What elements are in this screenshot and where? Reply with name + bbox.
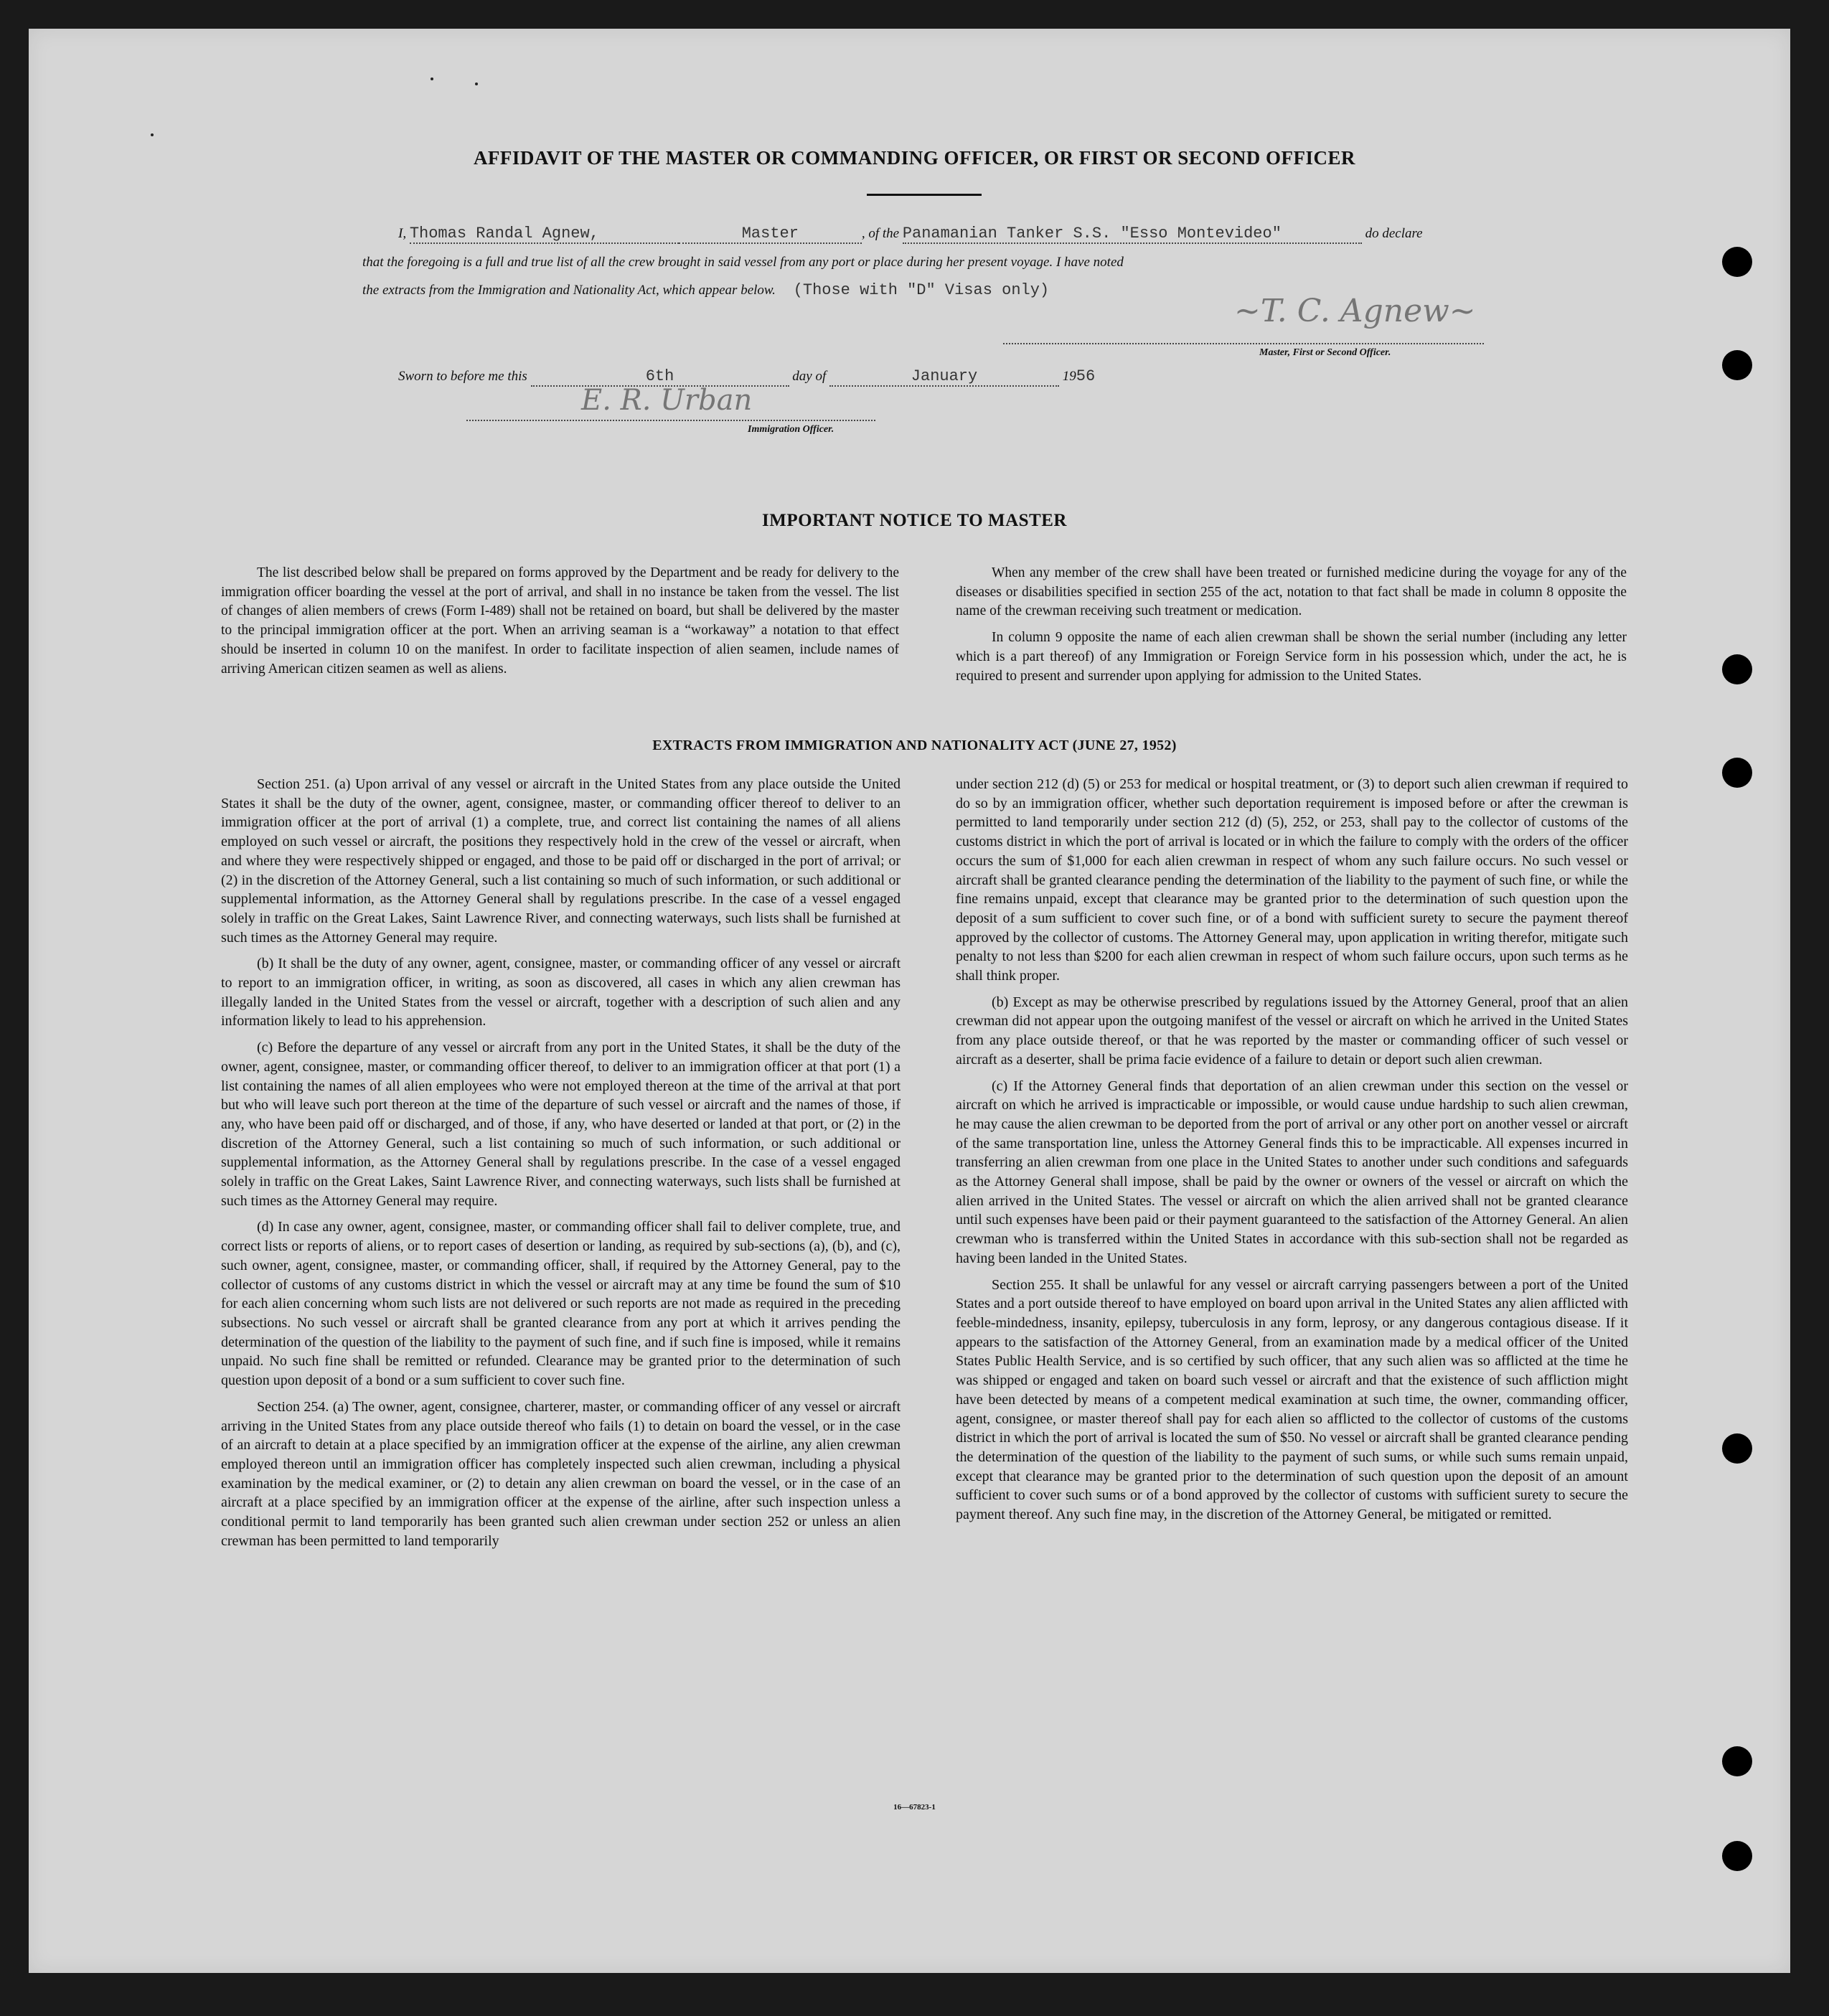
line1-suffix: do declare <box>1365 226 1423 241</box>
line1-prefix: I, <box>398 226 407 241</box>
extract-paragraph: Section 255. It shall be unlawful for any vessel or aircraft carrying passengers between a port of the United States and a port outside thereof to have employed on board upon arrival in the United States any alien afflicted with feeble-mindedness, insanity, epilepsy, tuberculosis in any form, leprosy, or any dangerous contagious disease. If it appears to the satisfaction of the Attorney General, from an examination made by a medical officer of the United States Public Health Service, and is so certified by such officer, that any such alien was so afflicted at the time he was shipped or engaged and taken on board such vessel or aircraft and that the existence of such affliction might have been detected by means of a competent medical examination at such time, the owner, commanding officer, agent, consignee, or master thereof shall pay for each alien so afflicted to the collector of customs of the customs district in which the port of arrival is located the sum of $50. No vessel or aircraft shall be granted clearance pending the determination of the question of the liability to the payment of such sums, or while such sums remain unpaid, except that clearance may be granted prior to the determination of such question upon the deposit of an amount sufficient to cover such sums or of a bond approved by the collector of customs with sufficient surety to secure the payment thereof. Any such fine may, in the discretion of the Attorney General, be mitigated or remitted. <box>956 1276 1628 1523</box>
speck <box>431 77 433 80</box>
extract-paragraph: (b) It shall be the duty of any owner, agent, consignee, master, or commanding officer of any vessel or aircraft to report to an immigration officer, in writing, as soon as discovered, all cases in which any alien crewman has illegally landed in the United States from the vessel or aircraft, together with a description of such alien and any information likely to lead to his apprehension. <box>221 956 901 1030</box>
extract-paragraph: (c) Before the departure of any vessel or aircraft from any port in the United States, it shall be the duty of the owner, agent, consignee, master, or commanding officer thereof, to deliver to an immigration officer at that port (1) a list containing the names of all alien employees who were not employed thereon at the time of the arrival at that port but who will leave such port thereon at the time of the departure of such vessel or aircraft and the names of those, if any, who have been paid off or discharged, and of those, if any, who have deserted or landed at that port, or (2) in the discretion of the Attorney General, such a list containing so much of such information, or such additional or supplemental information, as the Attorney General shall by regulations prescribe. In the case of a vessel engaged solely in traffic on the Great Lakes, Saint Lawrence River, and connecting waterways, such lists shall be furnished at such times as the Attorney General may require. <box>221 1040 901 1209</box>
rank-field <box>679 225 862 244</box>
extracts-left-column <box>221 775 901 1558</box>
sworn-month-field <box>829 367 1059 387</box>
extract-paragraph: (b) Except as may be otherwise prescribed by regulations issued by the Attorney General, proof that an alien crewman did not appear upon the outgoing manifest of the vessel or aircraft on which he arrived in the United States from any place outside thereof, or that he was reported by the master or commanding officer of such vessel or aircraft as a deserter, shall be prima facie evidence of a failure to detain or deport such alien crewman. <box>956 994 1628 1068</box>
punch-hole-3 <box>1722 654 1752 684</box>
affidavit-line-2: that the foregoing is a full and true list of all the crew brought in said vessel from any port or place during her present voyage. I have noted <box>362 255 1124 270</box>
sworn-month: January <box>911 367 978 385</box>
officer-signature: E. R. Urban <box>581 384 753 417</box>
sworn-prefix: Sworn to before me this <box>398 369 527 384</box>
year-prefix: 19 <box>1062 369 1076 384</box>
name-field <box>410 225 679 244</box>
extract-paragraph: Section 254. (a) The owner, agent, consignee, charterer, master, or commanding officer of any vessel or aircraft arriving in the United States from any place outside thereof who fails (1) to detain on board the vessel, or in the case of an aircraft to detain at a place specified by an immigration officer at the expense of the airline, any alien crewman employed thereon until an immigration officer has completely inspected such alien crewman, including a physical examination by the medical examiner, or (2) to detain any alien crewman on board the vessel, or in the case of an aircraft at a place specified by an immigration officer at the expense of the airline, after such inspection unless a conditional permit to land temporarily has been granted such alien crewman under section 252 or unless an alien crewman has been permitted to land temporarily <box>221 1398 901 1549</box>
notice-left-column <box>221 564 899 686</box>
extract-paragraph: Section 251. (a) Upon arrival of any vessel or aircraft in the United States from any place outside the United States it shall be the duty of the owner, agent, consignee, master, or commanding officer thereof to deliver to an immigration officer at the port of arrival (1) a complete, true, and correct list containing the names of all aliens employed on such vessel or aircraft, the positions they respectively hold in the crew of the vessel or aircraft, when and where they were respectively shipped or engaged, and those to be paid off or discharged in the port of arrival; or (2) in the discretion of the Attorney General, such a list containing so much of such information, or such additional or supplemental information, as the Attorney General shall by regulations prescribe. In the case of a vessel engaged solely in traffic on the Great Lakes, Saint Lawrence River, and connecting waterways, such lists shall be furnished at such times as the Attorney General may require. <box>221 776 901 946</box>
notice-right-paragraph: In column 9 opposite the name of each alien crewman shall be shown the serial number (including any letter which is a part thereof) of any Immigration or Foreign Service form in his possession which, under the act, he is required to present and surrender upon applying for admission to the United States. <box>956 630 1627 684</box>
affidavit-line-1 <box>398 225 1423 244</box>
extracts-right-column <box>956 775 1628 1532</box>
speck <box>151 133 154 136</box>
extracts-heading: EXTRACTS FROM IMMIGRATION AND NATIONALITY ACT (JUNE 27, 1952) <box>652 738 1177 753</box>
notice-right-paragraph: When any member of the crew shall have been treated or furnished medicine during the voyage for any of the diseases or disabilities specified in section 255 of the act, notation to that fact shall be made in column 8 opposite the name of the crewman receiving such treatment or medication. <box>956 565 1627 619</box>
notice-right-column <box>956 564 1627 693</box>
sworn-day: 6th <box>645 367 674 385</box>
of-the-label: , of the <box>861 226 900 241</box>
punch-hole-1 <box>1722 247 1752 277</box>
extract-paragraph: under section 212 (d) (5) or 253 for medical or hospital treatment, or (3) to deport such alien crewman if required to do so by an immigration officer, whether such deportation requirement is imposed before or after the crewman is permitted to land temporarily under section 212 (d) (5), 252, or 253, shall pay to the collector of customs of the customs district in which the port of arrival is located or in which the failure to comply with the orders of the officer occurs the sum of $1,000 for each alien crewman in respect of whom any such failure occurs. No such vessel or aircraft shall be granted clearance pending the determination of the liability to the payment of such fine, or while the fine remains unpaid, except that clearance may be granted prior to the determination of such question upon the deposit of a sum sufficient to cover such fine, or of a bond with sufficient surety to secure the payment thereof approved by the collector of customs. The Attorney General may, upon application in writing therefor, mitigate such penalty to not less than $200 for each alien crewman in respect of whom such failure occurs, upon such terms as he shall think proper. <box>956 776 1628 984</box>
punch-hole-6 <box>1722 1746 1752 1776</box>
vessel-field <box>903 225 1362 244</box>
punch-hole-7 <box>1722 1841 1752 1871</box>
extract-paragraph: (d) In case any owner, agent, consignee, master, or commanding officer shall fail to deliver complete, true, and correct lists or reports of aliens, or to report cases of desertion or landing, as required by sub-sections (a), (b), and (c), such owner, agent, consignee, master, or commanding officer, shall, if required by the Attorney General, pay to the collector of customs of any customs district in which the vessel or aircraft may at any time be found the sum of $10 for each alien concerning whom such lists are not delivered or such reports are not made as required in the preceding subsections. No such vessel or aircraft shall be granted clearance from any port at which it arrives pending the determination of the question of the liability to the payment of such fine, and if such fine is imposed, while it remains unpaid. No such fine shall be remitted or refunded. Clearance may be granted prior to the determination of such question upon deposit of a bond or a sum sufficient to cover such fine. <box>221 1219 901 1389</box>
signature-line <box>1003 343 1484 344</box>
punch-hole-5 <box>1722 1433 1752 1464</box>
visa-note: (Those with "D" Visas only) <box>793 281 1050 299</box>
notice-left-paragraph: The list described below shall be prepared on forms approved by the Department and be ready for delivery to the immigration officer boarding the vessel at the port of arrival, and shall in no instance be taken from the vessel. The list of changes of alien members of crews (Form I-489) shall not be retained on board, but shall be delivered by the master to the principal immigration officer at the port. When an arriving seaman is a “workaway” a notation to that effect should be inserted in column 10 on the manifest. In order to facilitate inspection of alien seamen, include names of arriving American citizen seamen as well as aliens. <box>221 565 899 677</box>
affidavit-line-3-text: the extracts from the Immigration and Nationality Act, which appear below. <box>362 283 776 298</box>
affidavit-title: AFFIDAVIT OF THE MASTER OR COMMANDING OFFICER, OR FIRST OR SECOND OFFICER <box>473 147 1356 169</box>
officer-line <box>466 420 875 421</box>
day-of-label: day of <box>792 369 827 384</box>
punch-hole-4 <box>1722 758 1752 788</box>
master-name: Thomas Randal Agnew, <box>409 225 599 242</box>
punch-hole-2 <box>1722 350 1752 380</box>
form-code: 16—67823-1 <box>893 1803 936 1812</box>
signature-caption: Master, First or Second Officer. <box>1259 347 1391 358</box>
extract-paragraph: (c) If the Attorney General finds that deportation of an alien crewman under this section on the vessel or aircraft on which he arrived is impracticable or impossible, or would cause undue hardship to such alien crewman, he may cause the alien crewman to be deported from the port of arrival or any other port on another vessel or aircraft of the same transportation line, unless the Attorney General finds this to be impracticable. All expenses incurred in transferring an alien crewman from one place in the United States to another under such conditions and safeguards as the Attorney General shall impose, shall be paid by the owner or owners of the vessel or aircraft on which the alien arrived in the United States. The vessel or aircraft on which the alien arrived shall not be granted clearance until such expenses have been paid or their payment guaranteed to the satisfaction of the Attorney General. An alien crewman who is transferred within the United States in accordance with this sub-section shall not be regarded as having been landed in the United States. <box>956 1078 1628 1266</box>
master-signature: ~T. C. Agnew~ <box>1234 293 1476 329</box>
vessel-name: Panamanian Tanker S.S. "Esso Montevideo" <box>902 225 1282 242</box>
affidavit-line-3 <box>362 281 1049 299</box>
sworn-year: 56 <box>1076 367 1096 385</box>
officer-caption: Immigration Officer. <box>748 424 834 435</box>
title-rule <box>867 194 982 196</box>
notice-heading: IMPORTANT NOTICE TO MASTER <box>762 511 1067 530</box>
speck <box>475 83 478 85</box>
rank: Master <box>741 225 799 242</box>
